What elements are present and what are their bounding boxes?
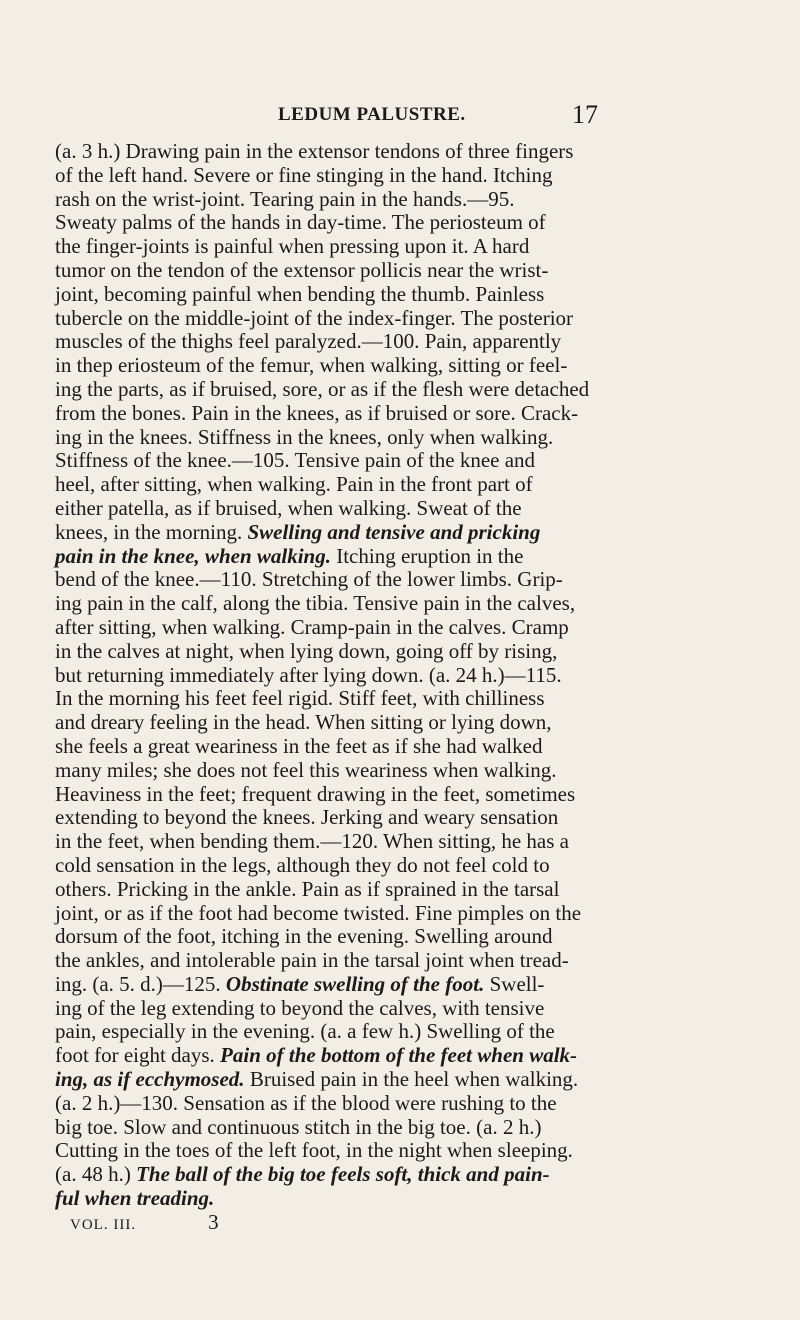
- text-line: [55, 1187, 627, 1211]
- text-segment: Stiffness of the knee.—105. Tensive pain of the knee and: [55, 448, 536, 473]
- text-segment: ing in the knees. Stiffness in the knees, only when walking.: [55, 424, 554, 449]
- text-segment: she feels a great weariness in the feet as if she had walked: [55, 733, 543, 758]
- text-segment: Heaviness in the feet; frequent drawing in the feet, sometimes: [55, 781, 576, 806]
- text-segment: many miles; she does not feel this weariness when walking.: [55, 757, 557, 782]
- text-line: [55, 497, 627, 521]
- text-segment: heel, after sitting, when walking. Pain in the front part of: [55, 472, 533, 497]
- text-line: [55, 640, 627, 664]
- italic-segment: ing, as if ecchymosed.: [55, 1067, 245, 1092]
- text-line: [55, 664, 627, 688]
- italic-segment: pain in the knee, when walking.: [55, 543, 331, 568]
- text-segment: rash on the wrist-joint. Tearing pain in the hands.—95.: [55, 186, 515, 211]
- text-segment: ing. (a. 5. d.)—125.: [55, 971, 226, 996]
- text-segment: knees, in the morning.: [55, 519, 248, 544]
- text-segment: Itching eruption in the: [330, 543, 524, 568]
- text-line: [55, 854, 627, 878]
- text-line: [55, 783, 627, 807]
- text-line: [55, 330, 627, 354]
- text-line: [55, 354, 627, 378]
- text-segment: dorsum of the foot, itching in the evening. Swelling around: [55, 924, 553, 949]
- volume-label: VOL. III.: [70, 1216, 137, 1233]
- text-line: [55, 1020, 627, 1044]
- text-line: [55, 902, 627, 926]
- text-segment: either patella, as if bruised, when walking. Sweat of the: [55, 495, 522, 520]
- text-line: [55, 973, 627, 997]
- text-line: [55, 949, 627, 973]
- italic-segment: The ball of the big toe feels soft, thick and pain-: [136, 1162, 550, 1187]
- text-line: [55, 426, 627, 450]
- signature-mark: 3: [208, 1209, 219, 1234]
- text-segment: ing of the leg extending to beyond the calves, with tensive: [55, 995, 545, 1020]
- text-segment: foot for eight days.: [55, 1043, 221, 1068]
- text-segment: bend of the knee.—110. Stretching of the lower limbs. Grip-: [55, 567, 563, 592]
- text-segment: Swell-: [484, 971, 545, 996]
- text-segment: cold sensation in the legs, although they do not feel cold to: [55, 852, 550, 877]
- text-segment: (a. 3 h.) Drawing pain in the extensor tendons of three fingers: [55, 139, 574, 163]
- text-segment: Sweaty palms of the hands in day-time. The periosteum of: [55, 210, 546, 235]
- text-segment: the finger-joints is painful when pressing upon it. A hard: [55, 234, 530, 259]
- text-line: [55, 211, 627, 235]
- text-segment: In the morning his feet feel rigid. Stiff feet, with chilliness: [55, 686, 545, 711]
- text-segment: extending to beyond the knees. Jerking and weary sensation: [55, 805, 559, 830]
- text-segment: but returning immediately after lying down. (a. 24 h.)—115.: [55, 662, 562, 687]
- page-footer: [55, 1211, 627, 1235]
- text-line: [55, 997, 627, 1021]
- page-header: [0, 100, 800, 136]
- text-lines: [55, 140, 627, 1211]
- text-line: [55, 1139, 627, 1163]
- text-line: [55, 473, 627, 497]
- text-line: [55, 283, 627, 307]
- text-segment: tumor on the tendon of the extensor pollicis near the wrist-: [55, 257, 549, 282]
- running-title: LEDUM PALUSTRE.: [278, 104, 466, 125]
- body-text: [55, 140, 627, 1235]
- text-segment: others. Pricking in the ankle. Pain as if sprained in the tarsal: [55, 876, 560, 901]
- text-segment: the ankles, and intolerable pain in the tarsal joint when tread-: [55, 948, 569, 973]
- text-line: [55, 1092, 627, 1116]
- text-line: [55, 1116, 627, 1140]
- text-line: [55, 164, 627, 188]
- text-line: [55, 402, 627, 426]
- text-line: [55, 568, 627, 592]
- text-segment: big toe. Slow and continuous stitch in the big toe. (a. 2 h.): [55, 1114, 542, 1139]
- text-segment: joint, or as if the foot had become twisted. Fine pimples on the: [55, 900, 582, 925]
- text-segment: and dreary feeling in the head. When sitting or lying down,: [55, 710, 552, 735]
- text-line: [55, 235, 627, 259]
- text-segment: in the calves at night, when lying down, going off by rising,: [55, 638, 558, 663]
- text-line: [55, 830, 627, 854]
- text-segment: in the feet, when bending them.—120. When sitting, he has a: [55, 829, 569, 854]
- text-line: [55, 188, 627, 212]
- text-segment: joint, becoming painful when bending the thumb. Painless: [55, 281, 545, 306]
- text-line: [55, 521, 627, 545]
- text-segment: (a. 48 h.): [55, 1162, 137, 1187]
- text-segment: Bruised pain in the heel when walking.: [244, 1067, 579, 1092]
- text-line: [55, 925, 627, 949]
- text-line: [55, 545, 627, 569]
- text-line: [55, 140, 627, 164]
- text-line: [55, 616, 627, 640]
- italic-segment: Obstinate swelling of the foot.: [225, 971, 485, 996]
- text-segment: ing pain in the calf, along the tibia. Tensive pain in the calves,: [55, 591, 576, 616]
- page-number: 17: [572, 100, 598, 129]
- text-segment: muscles of the thighs feel paralyzed.—100. Pain, apparently: [55, 329, 562, 354]
- text-line: [55, 687, 627, 711]
- text-segment: ing the parts, as if bruised, sore, or as if the flesh were detached: [55, 376, 590, 401]
- text-line: [55, 806, 627, 830]
- text-line: [55, 878, 627, 902]
- text-segment: after sitting, when walking. Cramp-pain in the calves. Cramp: [55, 614, 569, 639]
- italic-segment: Swelling and tensive and pricking: [247, 519, 541, 544]
- text-line: [55, 1068, 627, 1092]
- text-line: [55, 711, 627, 735]
- text-segment: (a. 2 h.)—130. Sensation as if the blood were rushing to the: [55, 1090, 557, 1115]
- text-line: [55, 259, 627, 283]
- text-segment: from the bones. Pain in the knees, as if bruised or sore. Crack-: [55, 400, 579, 425]
- italic-segment: Pain of the bottom of the feet when walk-: [220, 1043, 578, 1068]
- text-segment: tubercle on the middle-joint of the index-finger. The posterior: [55, 305, 574, 330]
- text-segment: pain, especially in the evening. (a. a few h.) Swelling of the: [55, 1019, 555, 1044]
- text-line: [55, 1163, 627, 1187]
- text-line: [55, 378, 627, 402]
- text-line: [55, 592, 627, 616]
- text-line: [55, 735, 627, 759]
- italic-segment: ful when treading.: [55, 1186, 215, 1211]
- text-segment: Cutting in the toes of the left foot, in the night when sleeping.: [55, 1138, 573, 1163]
- text-line: [55, 307, 627, 331]
- text-segment: in thep eriosteum of the femur, when walking, sitting or feel-: [55, 353, 568, 378]
- text-segment: of the left hand. Severe or fine stinging in the hand. Itching: [55, 162, 553, 187]
- text-line: [55, 1044, 627, 1068]
- text-line: [55, 759, 627, 783]
- text-line: [55, 449, 627, 473]
